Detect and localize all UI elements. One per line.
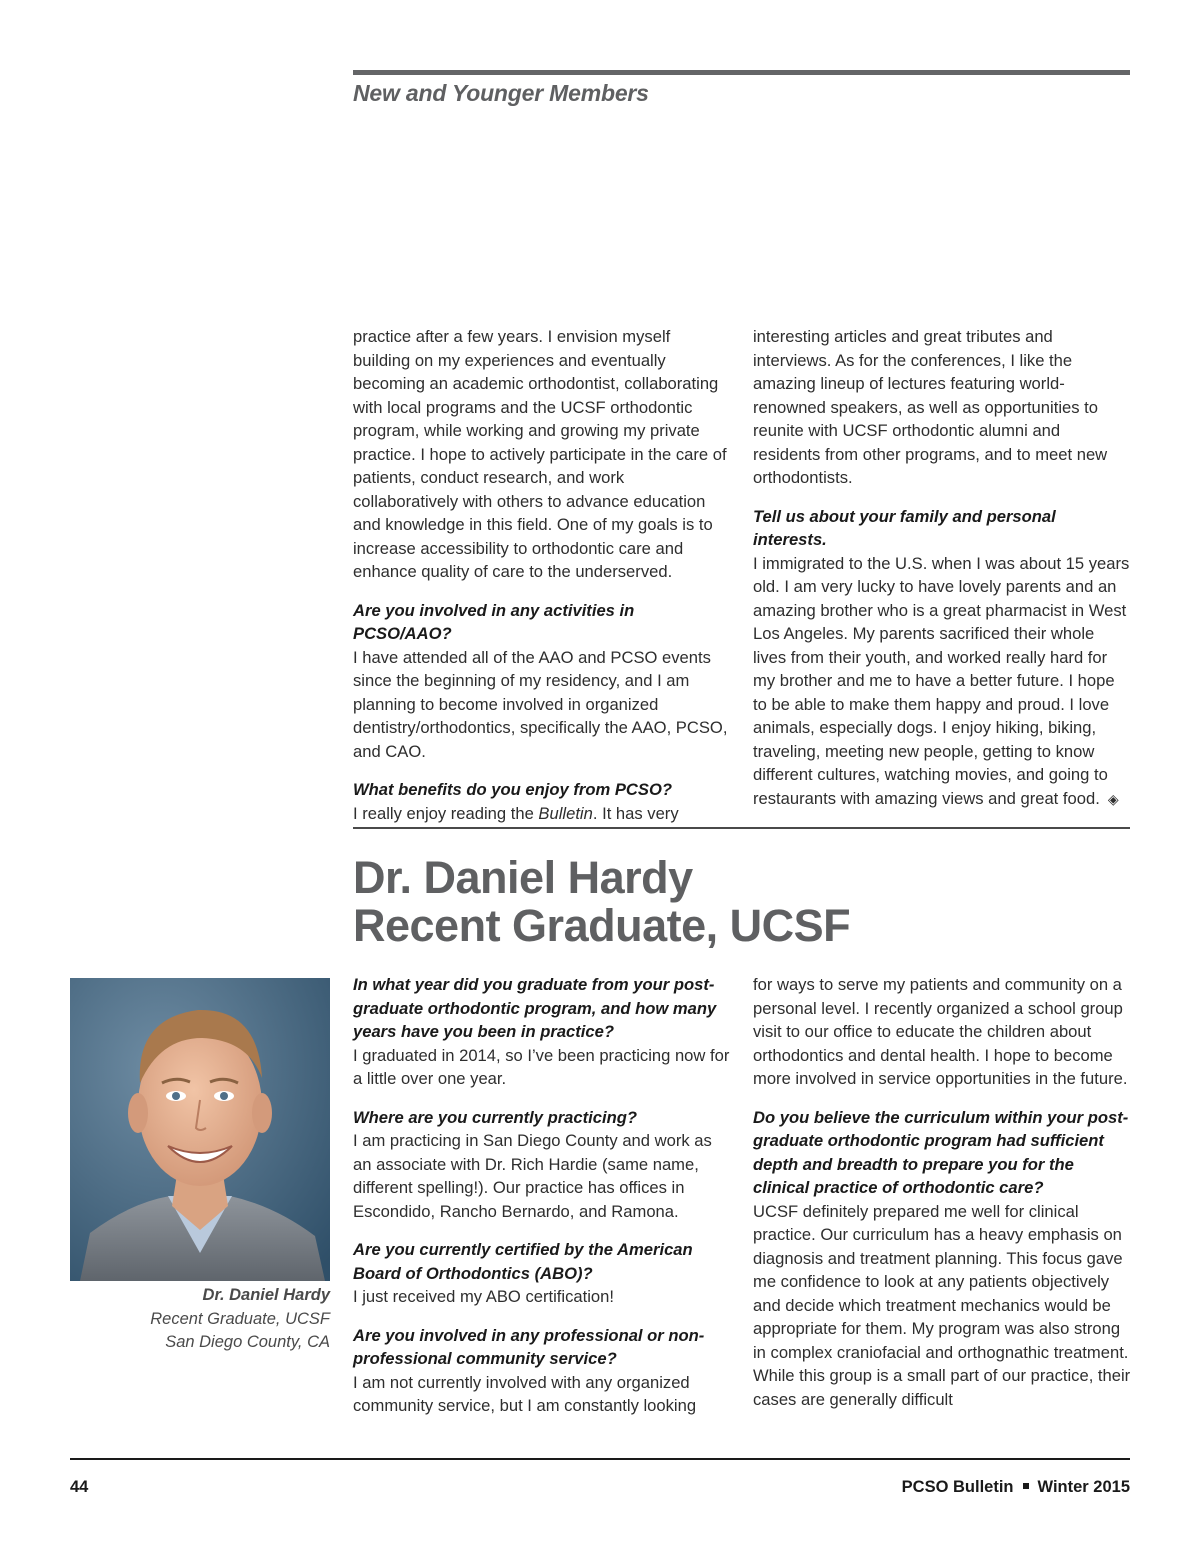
- intro-paragraph: practice after a few years. I envision myself building on my experiences and eventually becoming an academic orthodontist, collaborating with local programs and the UCSF orthodontic program, while working and growing my private practice. I hope to actively participate in the care of patients, conduct research, and work collaboratively with others to advance education and knowledge in this field. One of my goals is to increase accessibility to orthodontic care and enhance quality of care to the underserved.: [353, 327, 727, 581]
- separator-icon: [1023, 1483, 1029, 1489]
- question: Are you currently certified by the American Board of Orthodontics (ABO)?: [353, 1240, 693, 1283]
- question: Tell us about your family and personal interests.: [753, 506, 1056, 549]
- headline-title: Recent Graduate, UCSF: [353, 900, 851, 951]
- answer-continued: for ways to serve my patients and community on a personal level. I recently organized a school group visit to our office to educate the children about orthodontics and dental health. I hope to become more involved in service opportunities in the future.: [753, 975, 1128, 1088]
- issue-date: Winter 2015: [1037, 1478, 1130, 1496]
- qa-block: [353, 1106, 731, 1224]
- qa-block: [353, 973, 731, 1091]
- question: Are you involved in any activities in PCSO/AAO?: [353, 600, 635, 643]
- question: Where are you currently practicing?: [353, 1107, 638, 1127]
- question: What benefits do you enjoy from PCSO?: [353, 780, 672, 799]
- answer: I have attended all of the AAO and PCSO events since the beginning of my residency, and I am planning to become involved in organized dentistry/orthodontics, specifically the AAO, PCSO, and CAO.: [353, 647, 728, 761]
- profile-column-1: [353, 973, 731, 1433]
- answer-start: I really enjoy reading the: [353, 803, 539, 823]
- qa-block: [353, 1324, 731, 1418]
- caption-role: Recent Graduate, UCSF: [150, 1309, 330, 1328]
- section-label: New and Younger Members: [353, 80, 649, 106]
- publication-info: [902, 1478, 1130, 1497]
- photo-caption: [70, 1284, 330, 1355]
- caption-location: San Diego County, CA: [165, 1333, 330, 1351]
- answer-continued: interesting articles and great tributes and interviews. As for the conferences, I like the amazing lineup of lectures featuring world-renowned speakers, as well as opportunities to reunite with UCSF orthodontic alumni and residents from other programs, and to meet new orthodontists.: [753, 327, 1108, 487]
- profile-headline: [353, 854, 850, 950]
- caption-name: Dr. Daniel Hardy: [202, 1286, 330, 1304]
- answer: I am practicing in San Diego County and work as an associate with Dr. Rich Hardie (same name, different spelling!). Our practice has offices in Escondido, Rancho Bernardo, and Ramona.: [353, 1131, 712, 1221]
- page-number: 44: [70, 1478, 89, 1496]
- qa-block: [753, 505, 1131, 812]
- answer: I graduated in 2014, so I’ve been practicing now for a little over one year.: [353, 1045, 730, 1088]
- qa-block: [353, 1238, 731, 1309]
- answer: I immigrated to the U.S. when I was about 15 years old. I am very lucky to have lovely parents and an amazing brother who is a great pharmacist in West Los Angeles. My parents sacrificed their whole lives from their youth, and worked really hard for my brother and me to have a better future. I hope to be able to make them happy and proud. I love animals, especially dogs. I enjoy hiking, biking, traveling, meeting new people, getting to know different cultures, watching movies, and going to restaurants with amazing views and great food.: [753, 553, 1130, 808]
- question: Do you believe the curriculum within your post-graduate orthodontic program had sufficient depth and breadth to prepare you for the clinical practice of orthodontic care?: [753, 1107, 1129, 1197]
- portrait-photo: [70, 978, 330, 1281]
- profile-column-2: [753, 973, 1131, 1426]
- article-column-1: [353, 325, 731, 840]
- end-mark-icon: ◈: [1107, 790, 1119, 807]
- question: Are you involved in any professional or non-professional community service?: [353, 1325, 705, 1368]
- headline-name: Dr. Daniel Hardy: [353, 852, 693, 903]
- publication-title: Bulletin: [538, 803, 593, 823]
- answer: UCSF definitely prepared me well for clinical practice. Our curriculum has a heavy emphasis on diagnosis and treatment planning. This focus gave me confidence to look at any patients objectively and decide which treatment mechanics would be appropriate for them. My program was also strong in complex craniofacial and orthognathic treatment. While this group is a small part of our practice, their cases are generally difficult: [753, 1201, 1131, 1409]
- footer-rule: [70, 1458, 1130, 1460]
- portrait-image: [70, 978, 330, 1281]
- publication-name: PCSO Bulletin: [901, 1478, 1014, 1496]
- answer-end: . It has very: [592, 803, 679, 823]
- question: In what year did you graduate from your post-graduate orthodontic program, and how many years have you been in practice?: [353, 975, 717, 1041]
- article-column-2: [753, 325, 1131, 826]
- qa-block: [353, 778, 731, 825]
- answer: I am not currently involved with any organized community service, but I am constantly looking: [353, 1372, 697, 1415]
- section-divider: [353, 827, 1130, 829]
- qa-block: [753, 1106, 1131, 1412]
- qa-block: [353, 599, 731, 764]
- answer: I just received my ABO certification!: [353, 1287, 614, 1306]
- header-rule: [353, 70, 1130, 75]
